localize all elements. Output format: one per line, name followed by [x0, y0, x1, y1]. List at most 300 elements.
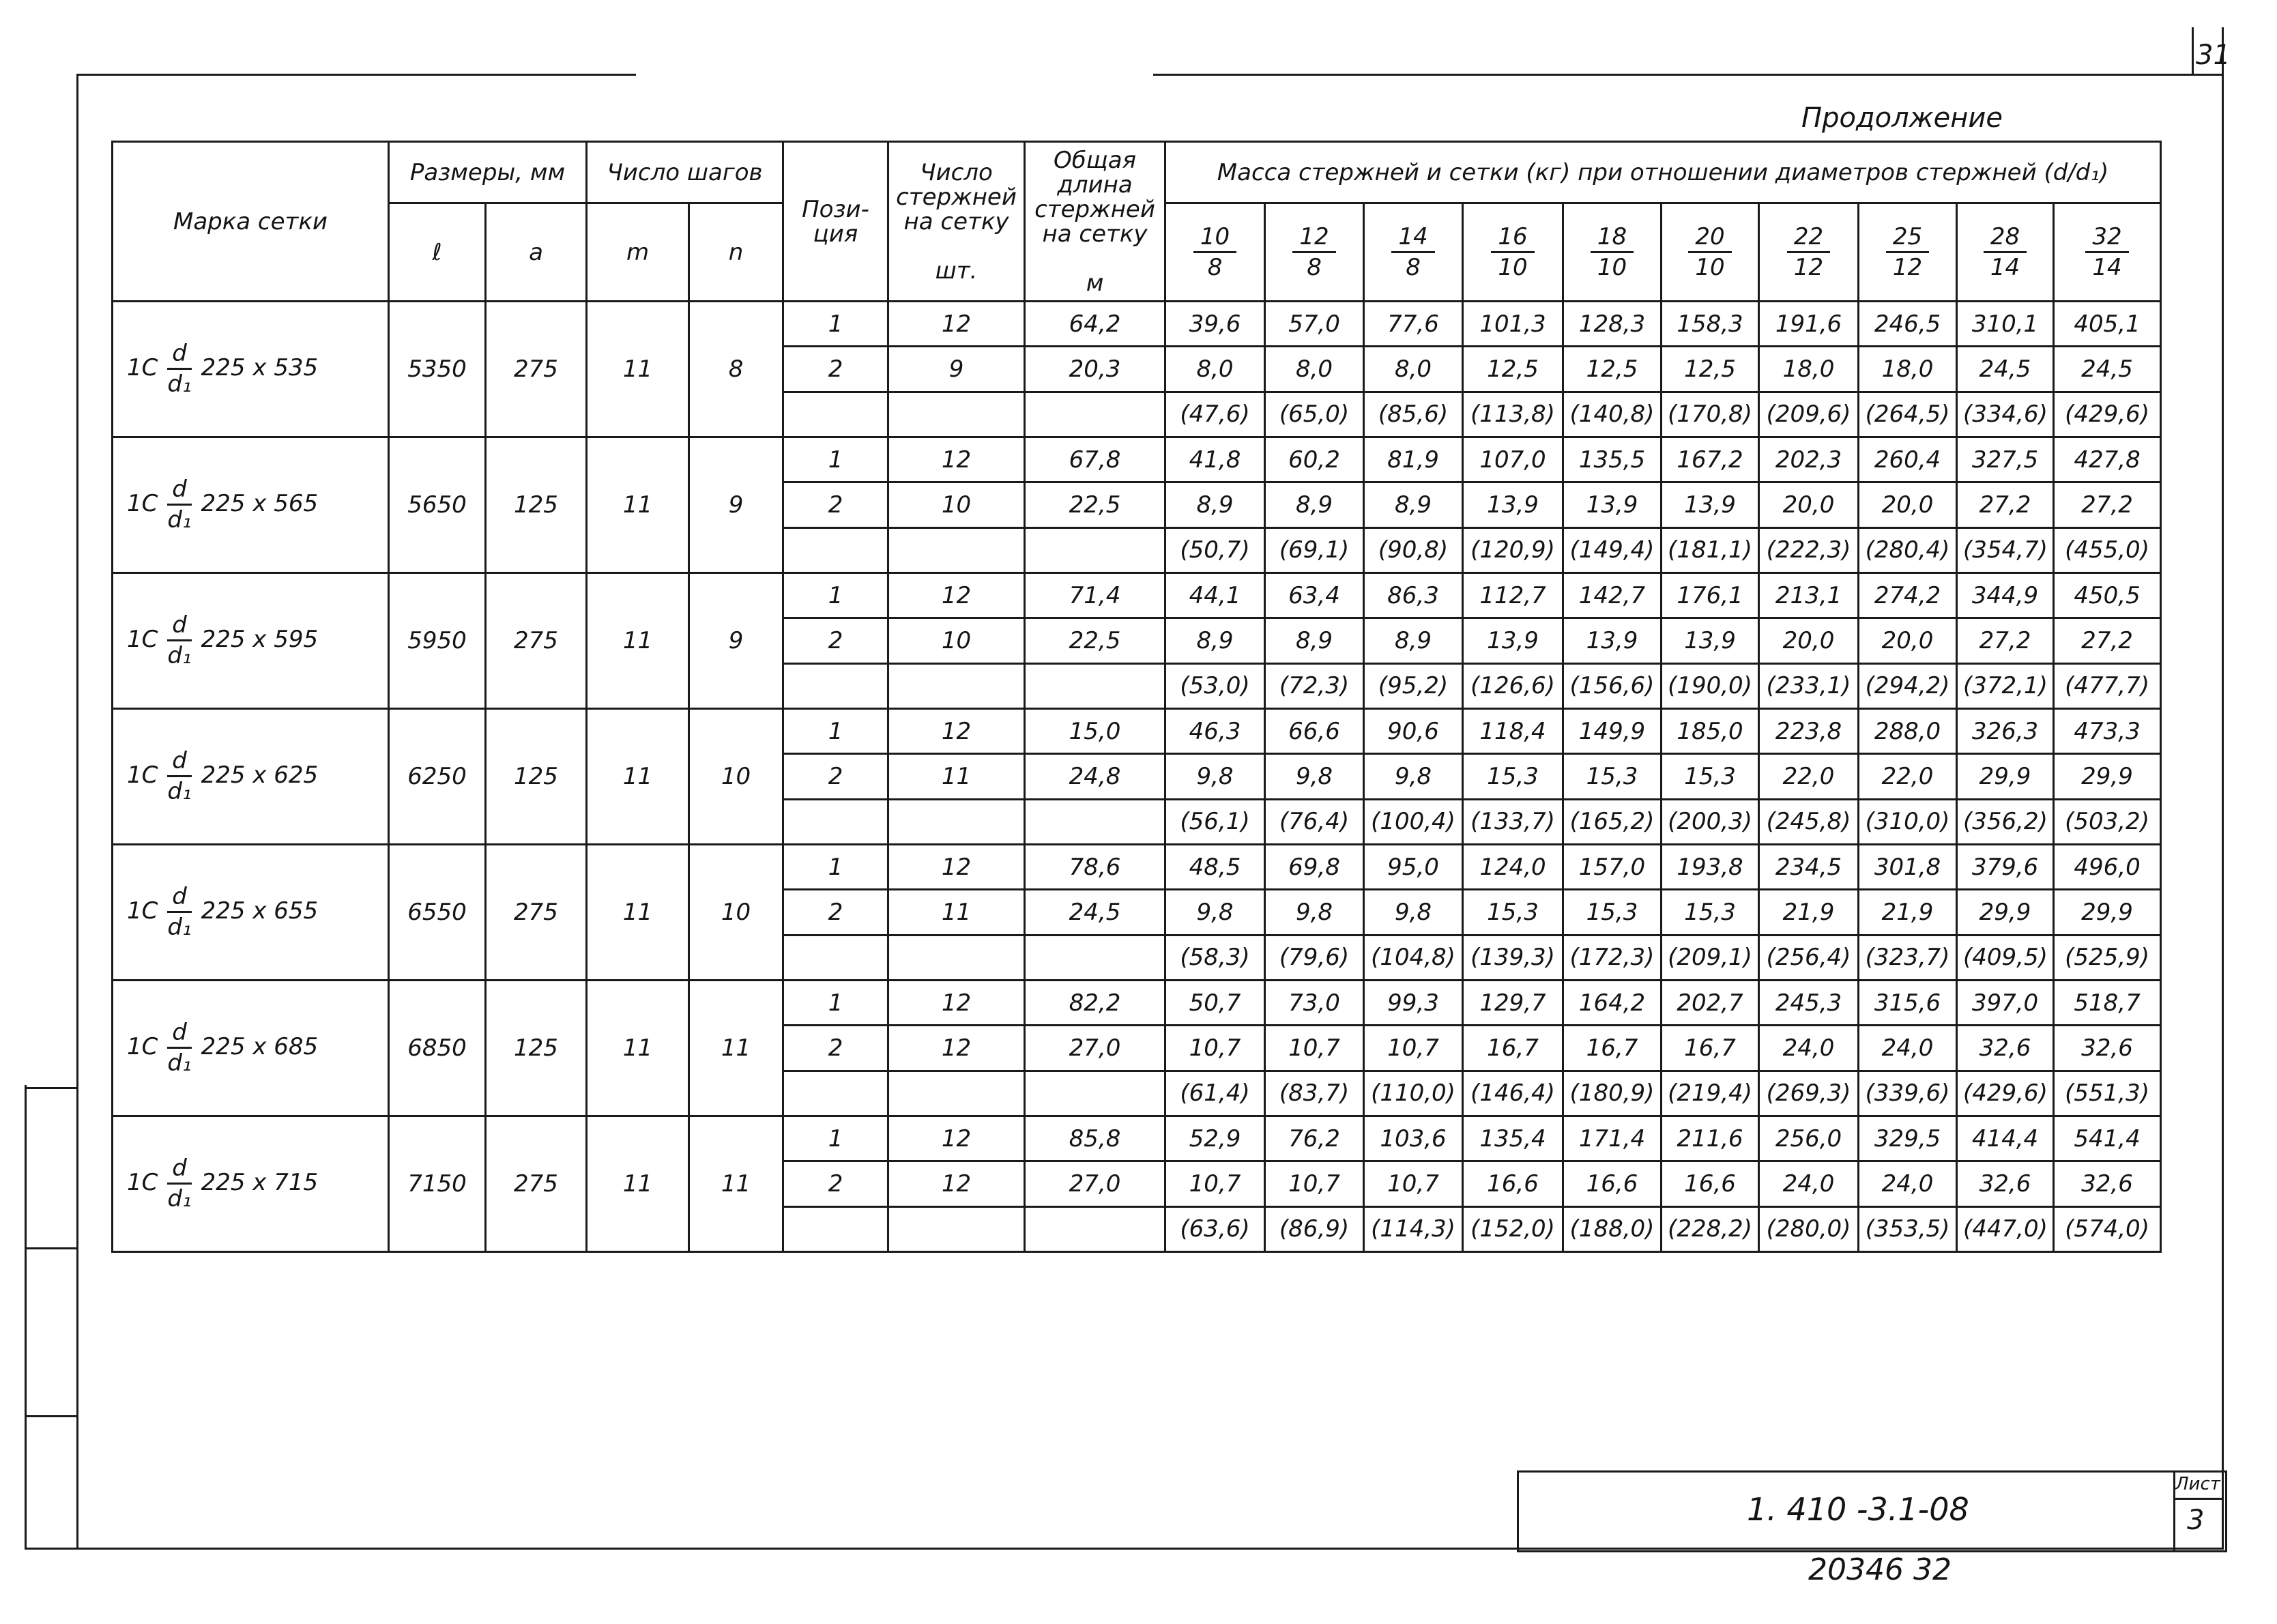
count-value: 11	[888, 754, 1025, 799]
ratio-header: $\frac{28}{14}$	[1957, 203, 2054, 302]
mesh-prefix: 1С	[127, 490, 158, 518]
position-value: 2	[783, 482, 888, 527]
mass-value: 99,3	[1364, 980, 1463, 1025]
total-mass-value: (503,2)	[2054, 799, 2161, 844]
total-mass-value: (152,0)	[1463, 1206, 1563, 1251]
mass-value: 27,2	[2054, 618, 2161, 663]
total-mass-value: (170,8)	[1662, 392, 1759, 437]
diameter-ratio-symbol: $\frac{d}{\text{d₁}}$	[167, 883, 192, 942]
mass-value: 8,0	[1364, 347, 1463, 392]
mass-value: 63,4	[1265, 572, 1364, 618]
mass-value: 16,7	[1563, 1026, 1662, 1071]
ratio-header: $\frac{14}{8}$	[1364, 203, 1463, 302]
mass-value: 22,0	[1859, 754, 1957, 799]
count-value: 12	[888, 572, 1025, 618]
total-mass-value: (83,7)	[1265, 1071, 1364, 1116]
mass-value: 107,0	[1463, 437, 1563, 482]
total-mass-value: (76,4)	[1265, 799, 1364, 844]
mass-value: 13,9	[1463, 482, 1563, 527]
mass-value: 8,9	[1364, 482, 1463, 527]
position-value: 2	[783, 618, 888, 663]
empty-cell	[1025, 1071, 1165, 1116]
total-mass-value: (181,1)	[1662, 527, 1759, 572]
count-value: 10	[888, 618, 1025, 663]
total-mass-value: (53,0)	[1165, 663, 1265, 708]
mesh-prefix: 1С	[127, 762, 158, 789]
total-mass-value: (114,3)	[1364, 1206, 1463, 1251]
mass-value: 24,0	[1759, 1161, 1859, 1206]
mass-value: 101,3	[1463, 302, 1563, 347]
total-mass-value: (90,8)	[1364, 527, 1463, 572]
mass-value: 518,7	[2054, 980, 2161, 1025]
total-mass-value: (228,2)	[1662, 1206, 1759, 1251]
table-row	[113, 1116, 2161, 1161]
table-row	[113, 437, 2161, 482]
mass-value: 9,8	[1364, 890, 1463, 935]
total-mass-value: (149,4)	[1563, 527, 1662, 572]
total-mass-value: (190,0)	[1662, 663, 1759, 708]
count-value: 12	[888, 1116, 1025, 1161]
header-step-m: m	[587, 203, 689, 302]
diameter-ratio-symbol: $\frac{d}{\text{d₁}}$	[167, 476, 192, 534]
total-mass-value: (104,8)	[1364, 935, 1463, 980]
mesh-prefix: 1С	[127, 354, 158, 382]
mass-value: 69,8	[1265, 844, 1364, 889]
empty-cell	[888, 1206, 1025, 1251]
empty-cell	[888, 799, 1025, 844]
mass-value: 379,6	[1957, 844, 2054, 889]
total-mass-value: (323,7)	[1859, 935, 1957, 980]
mass-value: 16,7	[1463, 1026, 1563, 1071]
total-mass-value: (200,3)	[1662, 799, 1759, 844]
mass-value: 15,3	[1463, 754, 1563, 799]
diameter-ratio-symbol: $\frac{d}{\text{d₁}}$	[167, 747, 192, 806]
mass-value: 193,8	[1662, 844, 1759, 889]
mass-value: 27,2	[1957, 618, 2054, 663]
mass-value: 191,6	[1759, 302, 1859, 347]
mass-value: 52,9	[1165, 1116, 1265, 1161]
mass-value: 288,0	[1859, 708, 1957, 753]
mass-value: 234,5	[1759, 844, 1859, 889]
total-mass-value: (140,8)	[1563, 392, 1662, 437]
step-n-value: 10	[689, 708, 783, 844]
dim-a-value: 125	[486, 708, 587, 844]
dim-a-value: 275	[486, 844, 587, 980]
mass-value: 81,9	[1364, 437, 1463, 482]
mass-value: 8,9	[1364, 618, 1463, 663]
total-mass-value: (429,6)	[1957, 1071, 2054, 1116]
ratio-header: $\frac{16}{10}$	[1463, 203, 1563, 302]
total-mass-value: (294,2)	[1859, 663, 1957, 708]
total-mass-value: (61,4)	[1165, 1071, 1265, 1116]
archive-number: 20346 32	[1808, 1552, 1952, 1587]
mass-value: 213,1	[1759, 572, 1859, 618]
dim-l-value: 6550	[389, 844, 486, 980]
length-value: 67,8	[1025, 437, 1165, 482]
position-value: 1	[783, 572, 888, 618]
header-mass: Масса стержней и сетки (кг) при отношении диаметров стержней (d/d₁)	[1165, 142, 2161, 203]
mass-value: 202,7	[1662, 980, 1759, 1025]
mass-value: 8,9	[1165, 482, 1265, 527]
length-value: 78,6	[1025, 844, 1165, 889]
mass-value: 541,4	[2054, 1116, 2161, 1161]
document-code: 1. 410 -3.1-08	[1747, 1491, 1969, 1528]
mesh-size: 225 x 565	[201, 490, 319, 518]
mass-value: 15,3	[1662, 890, 1759, 935]
header-position: Пози- ция	[783, 142, 888, 302]
mass-value: 13,9	[1563, 482, 1662, 527]
mass-value: 12,5	[1662, 347, 1759, 392]
mesh-mark	[113, 572, 389, 708]
dim-l-value: 6250	[389, 708, 486, 844]
mesh-size: 225 x 595	[201, 626, 319, 654]
mass-value: 29,9	[1957, 890, 2054, 935]
empty-cell	[783, 935, 888, 980]
total-mass-value: (100,4)	[1364, 799, 1463, 844]
total-mass-value: (188,0)	[1563, 1206, 1662, 1251]
mass-value: 310,1	[1957, 302, 2054, 347]
length-value: 27,0	[1025, 1026, 1165, 1071]
mass-value: 10,7	[1165, 1026, 1265, 1071]
count-value: 12	[888, 844, 1025, 889]
mass-value: 13,9	[1662, 618, 1759, 663]
mesh-prefix: 1С	[127, 1033, 158, 1061]
mass-value: 149,9	[1563, 708, 1662, 753]
mass-value: 397,0	[1957, 980, 2054, 1025]
total-mass-value: (79,6)	[1265, 935, 1364, 980]
mass-value: 9,8	[1364, 754, 1463, 799]
mass-value: 15,3	[1563, 754, 1662, 799]
mass-value: 16,6	[1563, 1161, 1662, 1206]
mass-value: 60,2	[1265, 437, 1364, 482]
total-mass-value: (233,1)	[1759, 663, 1859, 708]
mesh-mark	[113, 708, 389, 844]
empty-cell	[1025, 799, 1165, 844]
dim-a-value: 275	[486, 572, 587, 708]
mass-value: 171,4	[1563, 1116, 1662, 1161]
total-mass-value: (165,2)	[1563, 799, 1662, 844]
count-value: 12	[888, 437, 1025, 482]
mass-value: 129,7	[1463, 980, 1563, 1025]
mass-value: 46,3	[1165, 708, 1265, 753]
mass-value: 20,0	[1859, 482, 1957, 527]
empty-cell	[888, 935, 1025, 980]
ratio-header: $\frac{18}{10}$	[1563, 203, 1662, 302]
mass-value: 344,9	[1957, 572, 2054, 618]
mass-value: 95,0	[1364, 844, 1463, 889]
mass-value: 12,5	[1463, 347, 1563, 392]
header-dimensions: Размеры, мм	[389, 142, 587, 203]
mass-value: 48,5	[1165, 844, 1265, 889]
total-mass-value: (409,5)	[1957, 935, 2054, 980]
total-mass-value: (47,6)	[1165, 392, 1265, 437]
mass-value: 32,6	[1957, 1026, 2054, 1071]
total-mass-value: (574,0)	[2054, 1206, 2161, 1251]
empty-cell	[783, 1071, 888, 1116]
total-mass-value: (551,3)	[2054, 1071, 2161, 1116]
count-value: 12	[888, 980, 1025, 1025]
length-value: 27,0	[1025, 1161, 1165, 1206]
diameter-ratio-symbol: $\frac{d}{\text{d₁}}$	[167, 340, 192, 398]
mass-value: 24,5	[1957, 347, 2054, 392]
mass-value: 124,0	[1463, 844, 1563, 889]
total-mass-value: (477,7)	[2054, 663, 2161, 708]
position-value: 2	[783, 754, 888, 799]
mass-value: 496,0	[2054, 844, 2161, 889]
mass-value: 176,1	[1662, 572, 1759, 618]
length-value: 22,5	[1025, 482, 1165, 527]
empty-cell	[888, 1071, 1025, 1116]
total-mass-value: (63,6)	[1165, 1206, 1265, 1251]
mesh-prefix: 1С	[127, 1169, 158, 1197]
length-value: 71,4	[1025, 572, 1165, 618]
mesh-size: 225 x 655	[201, 897, 319, 925]
mass-value: 10,7	[1364, 1161, 1463, 1206]
mass-value: 8,9	[1165, 618, 1265, 663]
total-mass-value: (156,6)	[1563, 663, 1662, 708]
header-steps: Число шагов	[587, 142, 783, 203]
mass-value: 16,7	[1662, 1026, 1759, 1071]
total-mass-value: (372,1)	[1957, 663, 2054, 708]
mass-value: 118,4	[1463, 708, 1563, 753]
position-value: 1	[783, 708, 888, 753]
margin-strip-tick-3	[25, 1415, 78, 1417]
mesh-size: 225 x 685	[201, 1033, 319, 1061]
mass-value: 24,0	[1859, 1026, 1957, 1071]
mass-value: 8,0	[1165, 347, 1265, 392]
mass-value: 405,1	[2054, 302, 2161, 347]
ratio-header: $\frac{32}{14}$	[2054, 203, 2161, 302]
mesh-size: 225 x 715	[201, 1169, 319, 1197]
count-value: 10	[888, 482, 1025, 527]
mass-value: 10,7	[1364, 1026, 1463, 1071]
mass-value: 57,0	[1265, 302, 1364, 347]
total-mass-value: (85,6)	[1364, 392, 1463, 437]
empty-cell	[1025, 935, 1165, 980]
total-mass-value: (209,6)	[1759, 392, 1859, 437]
header-count	[888, 142, 1025, 302]
mass-value: 8,9	[1265, 482, 1364, 527]
mass-value: 142,7	[1563, 572, 1662, 618]
diameter-ratio-symbol: $\frac{d}{\text{d₁}}$	[167, 611, 192, 670]
header-length	[1025, 142, 1165, 302]
mass-value: 20,0	[1859, 618, 1957, 663]
header-count-unit: шт.	[935, 257, 978, 285]
total-mass-value: (356,2)	[1957, 799, 2054, 844]
total-mass-value: (65,0)	[1265, 392, 1364, 437]
position-value: 2	[783, 1161, 888, 1206]
mass-value: 24,5	[2054, 347, 2161, 392]
mass-value: 50,7	[1165, 980, 1265, 1025]
total-mass-value: (256,4)	[1759, 935, 1859, 980]
mass-value: 9,8	[1165, 754, 1265, 799]
mass-value: 9,8	[1265, 890, 1364, 935]
mass-value: 29,9	[2054, 754, 2161, 799]
mass-value: 326,3	[1957, 708, 2054, 753]
header-mark: Марка сетки	[113, 142, 389, 302]
total-mass-value: (69,1)	[1265, 527, 1364, 572]
mass-value: 256,0	[1759, 1116, 1859, 1161]
header-dim-l: ℓ	[389, 203, 486, 302]
diameter-ratio-symbol: $\frac{d}{\text{d₁}}$	[167, 1155, 192, 1213]
mass-value: 15,3	[1463, 890, 1563, 935]
step-m-value: 11	[587, 437, 689, 572]
dim-l-value: 6850	[389, 980, 486, 1116]
total-mass-value: (56,1)	[1165, 799, 1265, 844]
position-value: 2	[783, 1026, 888, 1071]
mass-value: 15,3	[1662, 754, 1759, 799]
count-value: 12	[888, 302, 1025, 347]
header-count-label: Число стержней на сетку	[896, 158, 1017, 235]
mass-value: 18,0	[1759, 347, 1859, 392]
mesh-mark	[113, 437, 389, 572]
total-mass-value: (110,0)	[1364, 1071, 1463, 1116]
mass-value: 414,4	[1957, 1116, 2054, 1161]
mesh-mark	[113, 302, 389, 437]
mass-value: 27,2	[2054, 482, 2161, 527]
step-m-value: 11	[587, 1116, 689, 1251]
mass-value: 86,3	[1364, 572, 1463, 618]
count-value: 12	[888, 708, 1025, 753]
mass-value: 66,6	[1265, 708, 1364, 753]
position-value: 1	[783, 302, 888, 347]
total-mass-value: (209,1)	[1662, 935, 1759, 980]
count-value: 9	[888, 347, 1025, 392]
total-mass-value: (354,7)	[1957, 527, 2054, 572]
step-n-value: 9	[689, 572, 783, 708]
mass-value: 32,6	[2054, 1026, 2161, 1071]
mass-value: 77,6	[1364, 302, 1463, 347]
mesh-specification-table	[111, 141, 2162, 1253]
total-mass-value: (139,3)	[1463, 935, 1563, 980]
ratio-header: $\frac{20}{10}$	[1662, 203, 1759, 302]
mass-value: 32,6	[1957, 1161, 2054, 1206]
total-mass-value: (58,3)	[1165, 935, 1265, 980]
step-n-value: 10	[689, 844, 783, 980]
length-value: 15,0	[1025, 708, 1165, 753]
step-m-value: 11	[587, 572, 689, 708]
mass-value: 13,9	[1662, 482, 1759, 527]
mass-value: 27,2	[1957, 482, 2054, 527]
total-mass-value: (280,0)	[1759, 1206, 1859, 1251]
total-mass-value: (222,3)	[1759, 527, 1859, 572]
length-value: 22,5	[1025, 618, 1165, 663]
table-row	[113, 708, 2161, 753]
table-row	[113, 844, 2161, 889]
mass-value: 9,8	[1165, 890, 1265, 935]
length-value: 20,3	[1025, 347, 1165, 392]
length-value: 82,2	[1025, 980, 1165, 1025]
dim-a-value: 275	[486, 302, 587, 437]
mass-value: 185,0	[1662, 708, 1759, 753]
position-value: 2	[783, 890, 888, 935]
dim-a-value: 125	[486, 437, 587, 572]
mass-value: 21,9	[1759, 890, 1859, 935]
mass-value: 90,6	[1364, 708, 1463, 753]
mass-value: 73,0	[1265, 980, 1364, 1025]
ratio-header: $\frac{25}{12}$	[1859, 203, 1957, 302]
header-length-label: Общая длина стержней на сетку	[1034, 146, 1155, 248]
mass-value: 103,6	[1364, 1116, 1463, 1161]
empty-cell	[1025, 663, 1165, 708]
mass-value: 157,0	[1563, 844, 1662, 889]
table-row	[113, 980, 2161, 1025]
mesh-prefix: 1С	[127, 897, 158, 925]
step-m-value: 11	[587, 708, 689, 844]
total-mass-value: (264,5)	[1859, 392, 1957, 437]
header-step-n: n	[689, 203, 783, 302]
total-mass-value: (339,6)	[1859, 1071, 1957, 1116]
step-n-value: 8	[689, 302, 783, 437]
mass-value: 20,0	[1759, 482, 1859, 527]
empty-cell	[783, 527, 888, 572]
total-mass-value: (455,0)	[2054, 527, 2161, 572]
empty-cell	[888, 663, 1025, 708]
mass-value: 18,0	[1859, 347, 1957, 392]
frame-left-line	[76, 74, 78, 1550]
mass-value: 135,5	[1563, 437, 1662, 482]
mesh-mark	[113, 844, 389, 980]
empty-cell	[888, 392, 1025, 437]
mass-value: 21,9	[1859, 890, 1957, 935]
total-mass-value: (219,4)	[1662, 1071, 1759, 1116]
mesh-prefix: 1С	[127, 626, 158, 654]
empty-cell	[783, 392, 888, 437]
empty-cell	[783, 1206, 888, 1251]
total-mass-value: (86,9)	[1265, 1206, 1364, 1251]
mass-value: 135,4	[1463, 1116, 1563, 1161]
dim-a-value: 125	[486, 980, 587, 1116]
mass-value: 12,5	[1563, 347, 1662, 392]
total-mass-value: (50,7)	[1165, 527, 1265, 572]
mass-value: 24,0	[1759, 1026, 1859, 1071]
length-value: 64,2	[1025, 302, 1165, 347]
mass-value: 167,2	[1662, 437, 1759, 482]
step-m-value: 11	[587, 844, 689, 980]
mass-value: 202,3	[1759, 437, 1859, 482]
total-mass-value: (269,3)	[1759, 1071, 1859, 1116]
mass-value: 315,6	[1859, 980, 1957, 1025]
mass-value: 10,7	[1165, 1161, 1265, 1206]
empty-cell	[783, 799, 888, 844]
position-value: 1	[783, 844, 888, 889]
mass-value: 223,8	[1759, 708, 1859, 753]
mass-value: 128,3	[1563, 302, 1662, 347]
total-mass-value: (334,6)	[1957, 392, 2054, 437]
position-value: 1	[783, 980, 888, 1025]
empty-cell	[1025, 527, 1165, 572]
total-mass-value: (120,9)	[1463, 527, 1563, 572]
mesh-table-body	[113, 302, 2161, 1252]
length-value: 24,8	[1025, 754, 1165, 799]
mass-value: 246,5	[1859, 302, 1957, 347]
count-value: 12	[888, 1026, 1025, 1071]
mass-value: 450,5	[2054, 572, 2161, 618]
sheet-label: Лист	[2175, 1474, 2220, 1494]
mass-value: 16,6	[1463, 1161, 1563, 1206]
ratio-header: $\frac{22}{12}$	[1759, 203, 1859, 302]
position-value: 1	[783, 1116, 888, 1161]
total-mass-value: (113,8)	[1463, 392, 1563, 437]
mesh-size: 225 x 625	[201, 762, 319, 789]
page-number-box-line	[2192, 27, 2194, 75]
table-row	[113, 572, 2161, 618]
mesh-mark	[113, 1116, 389, 1251]
total-mass-value: (447,0)	[1957, 1206, 2054, 1251]
margin-strip-tick-2	[25, 1247, 78, 1249]
total-mass-value: (280,4)	[1859, 527, 1957, 572]
mass-value: 32,6	[2054, 1161, 2161, 1206]
